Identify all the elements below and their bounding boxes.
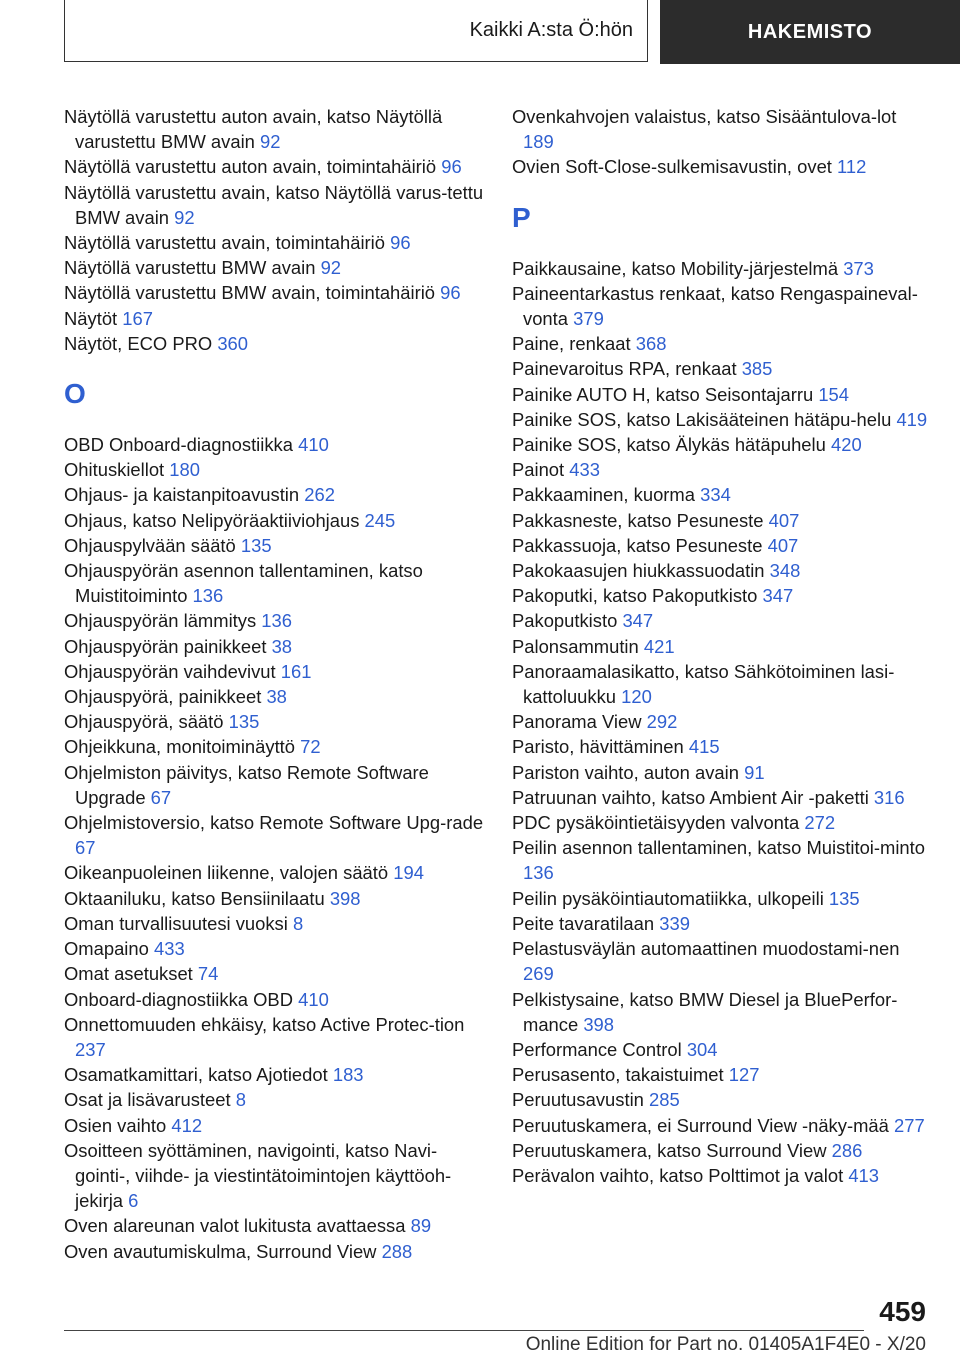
index-entry <box>512 583 932 608</box>
page-link[interactable]: 348 <box>769 560 801 582</box>
index-entry-text: Perusasento, takaistuimet <box>512 1064 724 1086</box>
page-link[interactable]: 67 <box>150 786 172 808</box>
index-entry <box>64 810 484 860</box>
page-link[interactable]: 347 <box>622 610 654 632</box>
index-entry-text: Osamatkamittari, katso Ajotiedot <box>64 1064 328 1086</box>
index-entry <box>64 684 484 709</box>
page-number: 459 <box>879 1296 926 1327</box>
index-entry-text: Omapaino <box>64 938 149 960</box>
index-entry-text: Painike AUTO H, katso Seisontajarru <box>512 383 814 405</box>
page-link[interactable]: 189 <box>523 131 554 153</box>
page-link[interactable]: 415 <box>688 736 720 758</box>
index-entry <box>64 961 484 986</box>
index-entry <box>64 608 484 633</box>
index-entry-text: Pakoputkisto <box>512 610 618 632</box>
index-entry <box>64 230 484 255</box>
index-entry-text: Pakkaaminen, kuorma <box>512 484 695 506</box>
index-entry-text: Peruutuskamera, ei Surround View -näky‐mää <box>512 1114 889 1136</box>
index-entry <box>64 255 484 280</box>
page-link[interactable]: 304 <box>686 1038 718 1060</box>
page-link[interactable]: 419 <box>896 408 928 430</box>
index-entry-text: Painevaroitus RPA, renkaat <box>512 358 737 380</box>
index-entry <box>512 104 932 154</box>
page-link[interactable]: 136 <box>192 585 224 607</box>
page-link[interactable]: 347 <box>762 585 794 607</box>
page-link[interactable]: 379 <box>573 308 604 330</box>
page-link[interactable]: 277 <box>893 1114 925 1136</box>
index-column-right <box>512 104 932 1188</box>
index-column-left <box>64 104 484 1264</box>
index-entry-text: Oven avautumiskulma, Surround View <box>64 1240 377 1262</box>
index-entry <box>64 936 484 961</box>
index-entry-text: Pakoputki, katso Pakoputkisto <box>512 585 758 607</box>
index-entry-text: Ohjaus, katso Nelipyöräaktiiviohjaus <box>64 509 360 531</box>
index-entry <box>512 709 932 734</box>
index-entry-text: Näytöt, ECO PRO <box>64 332 213 354</box>
page-link[interactable]: 136 <box>261 610 292 632</box>
footer-edition: Online Edition for Part no. 01405A1F4E0 - X/20 <box>525 1334 926 1355</box>
index-entry <box>64 1113 484 1138</box>
index-tab[interactable]: HAKEMISTO <box>660 0 960 64</box>
index-entry-text: Ohjauspyörä, säätö <box>64 711 224 733</box>
index-entry <box>512 482 932 507</box>
index-entry-text: Ohjauspyörä, painikkeet <box>64 686 262 708</box>
page-link[interactable]: 92 <box>174 206 195 228</box>
page-link[interactable]: 262 <box>304 484 335 506</box>
index-entry <box>64 457 484 482</box>
index-entry <box>64 987 484 1012</box>
index-entry-text: Paikkausaine, katso Mobility-järjestelmä <box>512 257 839 279</box>
index-entry-text: Painot <box>512 459 565 481</box>
index-entry-text: Ovenkahvojen valaistus, katso Sisääntulova‐lot <box>512 106 897 127</box>
page-link[interactable]: 67 <box>75 837 96 859</box>
index-entry-text: Onboard-diagnostiikka OBD <box>64 988 293 1010</box>
page-link[interactable]: 360 <box>217 332 248 354</box>
index-entry-text: Peilin asennon tallentaminen, katso Muistitoi‐minto <box>512 837 925 859</box>
index-entry <box>512 281 932 331</box>
index-entry-text: Pakokaasujen hiukkassuodatin <box>512 560 765 582</box>
index-entry <box>64 331 484 356</box>
index-entry-text: Ohjauspyörän vaihdevivut <box>64 660 276 682</box>
page-link[interactable]: 433 <box>569 459 600 481</box>
page-link[interactable]: 286 <box>831 1139 863 1161</box>
index-entry <box>64 1062 484 1087</box>
page-link[interactable]: 6 <box>128 1190 139 1212</box>
index-entry <box>512 1037 932 1062</box>
page-link[interactable]: 135 <box>228 711 260 733</box>
page-link[interactable]: 8 <box>292 912 304 934</box>
index-entry-text: Pakkassuoja, katso Pesuneste <box>512 534 763 556</box>
index-entry <box>64 482 484 507</box>
index-entry-text: Ohjelmiston päivitys, katso Remote Software Upgrade <box>64 761 429 808</box>
index-entry <box>512 1113 932 1138</box>
page-link[interactable]: 91 <box>744 761 765 783</box>
page-link[interactable]: 368 <box>635 333 667 355</box>
page-link[interactable]: 421 <box>643 635 675 657</box>
index-entry <box>512 734 932 759</box>
page-link[interactable]: 285 <box>649 1089 680 1111</box>
page-link[interactable]: 245 <box>364 509 396 531</box>
index-entry <box>64 180 484 230</box>
page-link[interactable]: 135 <box>828 887 860 909</box>
page-link[interactable]: 180 <box>169 459 200 481</box>
page-link[interactable]: 272 <box>804 812 836 834</box>
index-entry-text: Oikeanpuoleinen liikenne, valojen säätö <box>64 862 389 884</box>
index-entry <box>64 1087 484 1112</box>
index-entry <box>512 608 932 633</box>
index-entry <box>512 558 932 583</box>
index-entry <box>64 886 484 911</box>
index-entry-text: Painike SOS, katso Älykäs hätäpuhelu <box>512 434 826 456</box>
index-entry <box>64 533 484 558</box>
index-entry <box>512 432 932 457</box>
page-link[interactable]: 38 <box>271 635 293 657</box>
page-link[interactable]: 161 <box>280 660 312 682</box>
index-entry-text: Ohituskiellot <box>64 459 165 481</box>
page-link[interactable]: 398 <box>583 1013 615 1035</box>
index-entry <box>512 331 932 356</box>
index-entry <box>512 407 932 432</box>
page-link[interactable]: 412 <box>171 1114 203 1136</box>
index-entry <box>512 533 932 558</box>
page-link[interactable]: 167 <box>122 307 153 329</box>
page-link[interactable]: 237 <box>75 1038 106 1060</box>
page-link[interactable]: 334 <box>700 484 731 506</box>
page-link[interactable]: 127 <box>728 1064 760 1086</box>
page-link[interactable]: 72 <box>300 736 321 758</box>
page-link[interactable]: 154 <box>818 383 850 405</box>
index-entry-text: Peilin pysäköintiautomatiikka, ulkopeili <box>512 887 824 909</box>
index-entry <box>64 1012 484 1062</box>
index-entry <box>512 1163 932 1188</box>
index-entry <box>512 154 932 179</box>
page-link[interactable]: 373 <box>843 257 874 279</box>
index-entry-text: Näytöllä varustettu auton avain, toimintahäiriö <box>64 156 437 178</box>
page-link[interactable]: 194 <box>393 862 424 884</box>
index-entry-text: Ohjauspylvään säätö <box>64 534 236 556</box>
page-link[interactable]: 292 <box>646 711 678 733</box>
index-entry-text: Oktaaniluku, katso Bensiinilaatu <box>64 887 325 909</box>
index-entry-text: OBD Onboard-diagnostiikka <box>64 434 293 456</box>
index-entry-text: Panorama View <box>512 711 642 733</box>
index-entry-text: Ohjeikkuna, monitoiminäyttö <box>64 736 296 758</box>
index-entry <box>512 634 932 659</box>
index-entry <box>512 1062 932 1087</box>
page-link[interactable]: 96 <box>441 156 462 178</box>
index-entry <box>512 936 932 986</box>
index-entry <box>512 256 932 281</box>
page-link[interactable]: 136 <box>523 862 554 884</box>
page-link[interactable]: 74 <box>197 963 219 985</box>
index-letter-heading: O <box>64 378 86 410</box>
page-link[interactable]: 96 <box>440 282 461 304</box>
page-link[interactable]: 92 <box>260 131 281 153</box>
index-entry-text: Näytöllä varustettu auton avain, katso Näytöllä varustettu BMW avain <box>64 106 443 153</box>
index-entry <box>64 634 484 659</box>
index-entry-text: Onnettomuuden ehkäisy, katso Active Protec‐tion <box>64 1013 465 1035</box>
index-entry-text: Palonsammutin <box>512 635 639 657</box>
page-link[interactable]: 413 <box>848 1164 880 1186</box>
page-link[interactable]: 92 <box>320 257 342 279</box>
index-entry-text: Ovien Soft-Close-sulkemisavustin, ovet <box>512 156 832 178</box>
index-entry-text: Ohjauspyörän asennon tallentaminen, katso Muistitoiminto <box>64 560 423 607</box>
index-entry-text: Ohjaus- ja kaistanpitoavustin <box>64 484 300 506</box>
index-entry-text: Näytöllä varustettu avain, toimintahäiriö <box>64 232 385 254</box>
index-entry-text: Ohjauspyörän painikkeet <box>64 635 267 657</box>
footer-divider <box>64 1330 864 1331</box>
index-entry <box>512 382 932 407</box>
index-entry <box>64 911 484 936</box>
index-entry <box>64 1239 484 1264</box>
index-entry <box>64 306 484 331</box>
index-entry-text: Pelkistysaine, katso BMW Diesel ja BluePerfor‐mance <box>512 988 898 1035</box>
page-link[interactable]: 339 <box>659 912 690 934</box>
page-link[interactable]: 112 <box>837 156 867 178</box>
index-entry <box>512 785 932 810</box>
index-entry <box>64 1138 484 1214</box>
index-entry <box>512 987 932 1037</box>
index-entry-text: Paine, renkaat <box>512 333 631 355</box>
page-link[interactable]: 410 <box>298 988 329 1010</box>
index-entry-text: Osat ja lisävarusteet <box>64 1089 231 1111</box>
index-entry <box>64 508 484 533</box>
page-link[interactable]: 38 <box>266 686 287 708</box>
index-entry <box>64 709 484 734</box>
index-entry <box>64 432 484 457</box>
page-link[interactable]: 89 <box>410 1215 432 1237</box>
index-entry <box>64 104 484 154</box>
index-entry-text: Osoitteen syöttäminen, navigointi, katso Navi‐gointi-, viihde- ja viestintätoimintojen käyttöoh‐jekirja <box>64 1139 452 1212</box>
index-letter-heading: P <box>512 201 531 233</box>
index-entry <box>512 1138 932 1163</box>
index-entry-text: Omat asetukset <box>64 963 193 985</box>
index-entry-text: Näytöllä varustettu avain, katso Näytöllä varus‐tettu BMW avain <box>64 181 484 228</box>
index-entry <box>512 886 932 911</box>
page-link[interactable]: 8 <box>235 1089 246 1111</box>
index-entry-text: Paineentarkastus renkaat, katso Rengaspaineval‐vonta <box>512 282 918 330</box>
page-link[interactable]: 420 <box>830 434 862 456</box>
page-link[interactable]: 407 <box>768 509 800 531</box>
index-entry-text: PDC pysäköintietäisyyden valvonta <box>512 812 800 834</box>
index-entry-text: Näytöllä varustettu BMW avain, toimintahäiriö <box>64 282 436 304</box>
index-entry-text: Peruutusavustin <box>512 1089 644 1111</box>
index-entry <box>512 810 932 835</box>
index-entry-text: Pelastusväylän automaattinen muodostami‐nen <box>512 938 900 960</box>
page-link[interactable]: 316 <box>873 786 905 808</box>
index-entry-text: Peruutuskamera, katso Surround View <box>512 1139 827 1161</box>
index-entry <box>512 659 932 709</box>
index-entry-text: Ohjelmistoversio, katso Remote Software Upg‐rade <box>64 812 484 834</box>
page-link[interactable]: 135 <box>240 534 272 556</box>
page-link[interactable]: 183 <box>332 1064 364 1086</box>
index-entry <box>64 154 484 179</box>
index-entry-text: Performance Control <box>512 1038 682 1060</box>
page-link[interactable]: 96 <box>390 232 411 254</box>
index-entry-text: Pakkasneste, katso Pesuneste <box>512 509 764 531</box>
index-entry-text: Oven alareunan valot lukitusta avattaessa <box>64 1215 406 1237</box>
page-link[interactable]: 410 <box>298 434 329 456</box>
index-entry-text: Peite tavaratilaan <box>512 912 655 934</box>
index-entry <box>512 356 932 381</box>
page-link[interactable]: 407 <box>767 534 799 556</box>
index-entry <box>512 760 932 785</box>
index-entry-text: Ohjauspyörän lämmitys <box>64 610 257 632</box>
index-entry <box>64 659 484 684</box>
page-link[interactable]: 120 <box>621 686 652 708</box>
index-entry-text: Oman turvallisuutesi vuoksi <box>64 912 288 934</box>
index-entry <box>512 1087 932 1112</box>
index-entry <box>512 457 932 482</box>
index-entry <box>64 1213 484 1238</box>
index-entry-text: Painike SOS, katso Lakisääteinen hätäpu‐helu <box>512 408 892 430</box>
index-entry <box>64 558 484 608</box>
index-entry-text: Perävalon vaihto, katso Polttimot ja valot <box>512 1164 844 1186</box>
index-entry <box>512 835 932 885</box>
page-header <box>64 0 960 64</box>
page-link[interactable]: 288 <box>381 1240 413 1262</box>
index-entry <box>64 734 484 759</box>
index-entry <box>512 911 932 936</box>
index-entry-text: Patruunan vaihto, katso Ambient Air -paketti <box>512 786 869 808</box>
index-entry <box>512 508 932 533</box>
index-entry-text: Osien vaihto <box>64 1114 167 1136</box>
section-title: Kaikki A:sta Ö:hön <box>64 0 648 62</box>
index-entry-text: Näytöllä varustettu BMW avain <box>64 257 316 279</box>
page-link[interactable]: 433 <box>153 938 185 960</box>
index-entry <box>64 860 484 885</box>
page-link[interactable]: 385 <box>741 358 773 380</box>
index-entry-text: Paristo, hävittäminen <box>512 736 684 758</box>
index-entry-text: Panoraamalasikatto, katso Sähkötoiminen lasi‐kattoluukku <box>512 660 895 708</box>
page-link[interactable]: 269 <box>523 963 554 985</box>
index-entry-text: Pariston vaihto, auton avain <box>512 761 739 783</box>
index-entry <box>64 760 484 810</box>
page-link[interactable]: 398 <box>329 887 361 909</box>
index-entry <box>64 280 484 305</box>
index-entry-text: Näytöt <box>64 307 118 329</box>
